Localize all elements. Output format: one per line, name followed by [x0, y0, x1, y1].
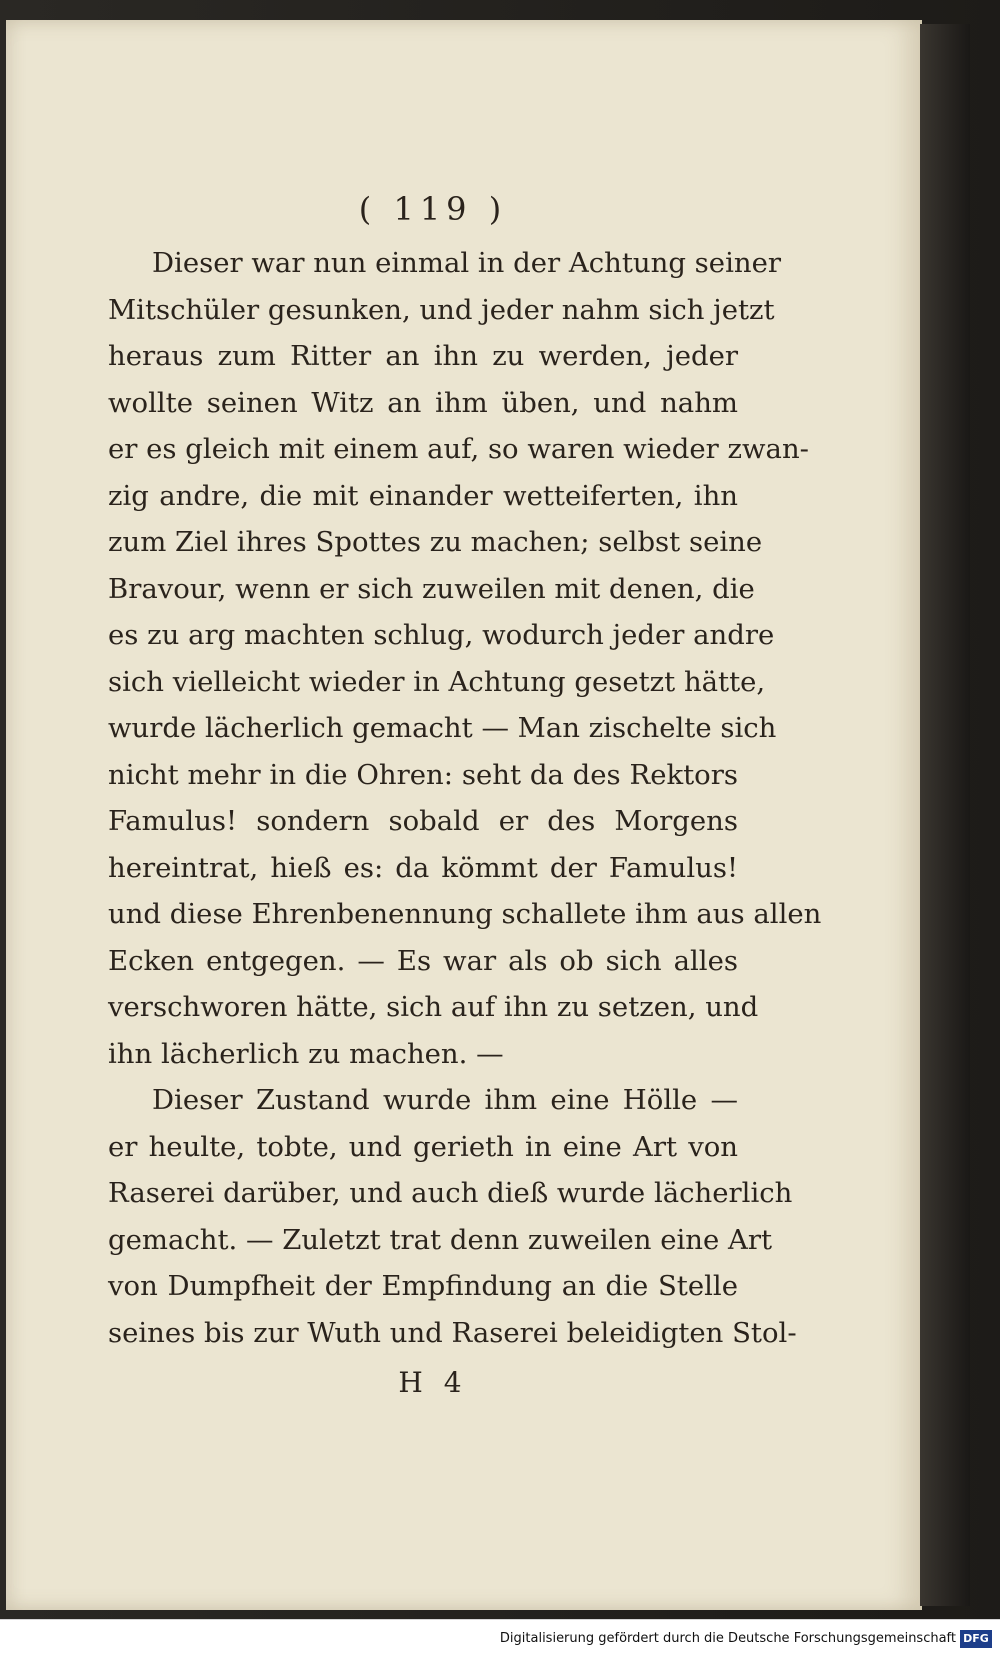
text-line: Dieser Zustand wurde ihm eine Hölle —	[152, 1084, 738, 1116]
text-line: heraus zum Ritter an ihn zu werden, jeder	[108, 340, 738, 372]
text-line: Famulus! sondern sobald er des Morgens	[108, 805, 738, 837]
text-line: wollte seinen Witz an ihm üben, und nahm	[108, 386, 738, 419]
text-line: er heulte, tobte, und gerieth in eine Art von	[108, 1130, 738, 1163]
text-line: zig andre, die mit einander wetteiferten, ihn	[108, 479, 738, 512]
text-line: Dieser war nun einmal in der Achtung seiner	[152, 247, 781, 279]
text-line: nicht mehr in die Ohren: seht da des Rektors	[108, 758, 738, 791]
text-line: verschworen hätte, sich auf ihn zu setzen, und	[108, 991, 759, 1023]
text-line: Ecken entgegen. — Es war als ob sich alles	[108, 944, 738, 977]
text-line: gemacht. — Zuletzt trat denn zuweilen eine Art	[108, 1223, 773, 1256]
text-line: und diese Ehrenbenennung schallete ihm aus allen	[108, 898, 822, 930]
page-text	[108, 190, 822, 1399]
footer-bar	[0, 1619, 1000, 1654]
text-line: Bravour, wenn er sich zuweilen mit denen, die	[108, 572, 755, 605]
text-line: es zu arg machten schlug, wodurch jeder andre	[108, 619, 775, 651]
text-line: von Dumpfheit der Empfindung an die Stelle	[108, 1270, 738, 1302]
page-edge	[920, 24, 970, 1606]
text-line: ihn lächerlich zu machen. —	[108, 1037, 504, 1070]
text-line: hereintrat, hieß es: da kömmt der Famulus!	[108, 851, 738, 884]
text-line: Mitschüler gesunken, und jeder nahm sich jetzt	[108, 293, 775, 326]
text-line: wurde lächerlich gemacht — Man zischelte sich	[108, 712, 777, 744]
dfg-logo: DFG	[960, 1630, 992, 1648]
text-line: zum Ziel ihres Spottes zu machen; selbst seine	[108, 526, 763, 558]
text-line: er es gleich mit einem auf, so waren wieder zwan-	[108, 433, 809, 465]
page-number: ( 119 )	[358, 190, 508, 228]
signature-mark: H 4	[398, 1366, 468, 1399]
text-line: seines bis zur Wuth und Raserei beleidigten Stol-	[108, 1316, 797, 1349]
text-line: sich vielleicht wieder in Achtung gesetzt hätte,	[108, 665, 766, 698]
book-page	[6, 20, 922, 1610]
funding-credit: Digitalisierung gefördert durch die Deutsche Forschungsgemeinschaft	[499, 1631, 956, 1646]
text-line: Raserei darüber, und auch dieß wurde lächerlich	[108, 1177, 793, 1209]
